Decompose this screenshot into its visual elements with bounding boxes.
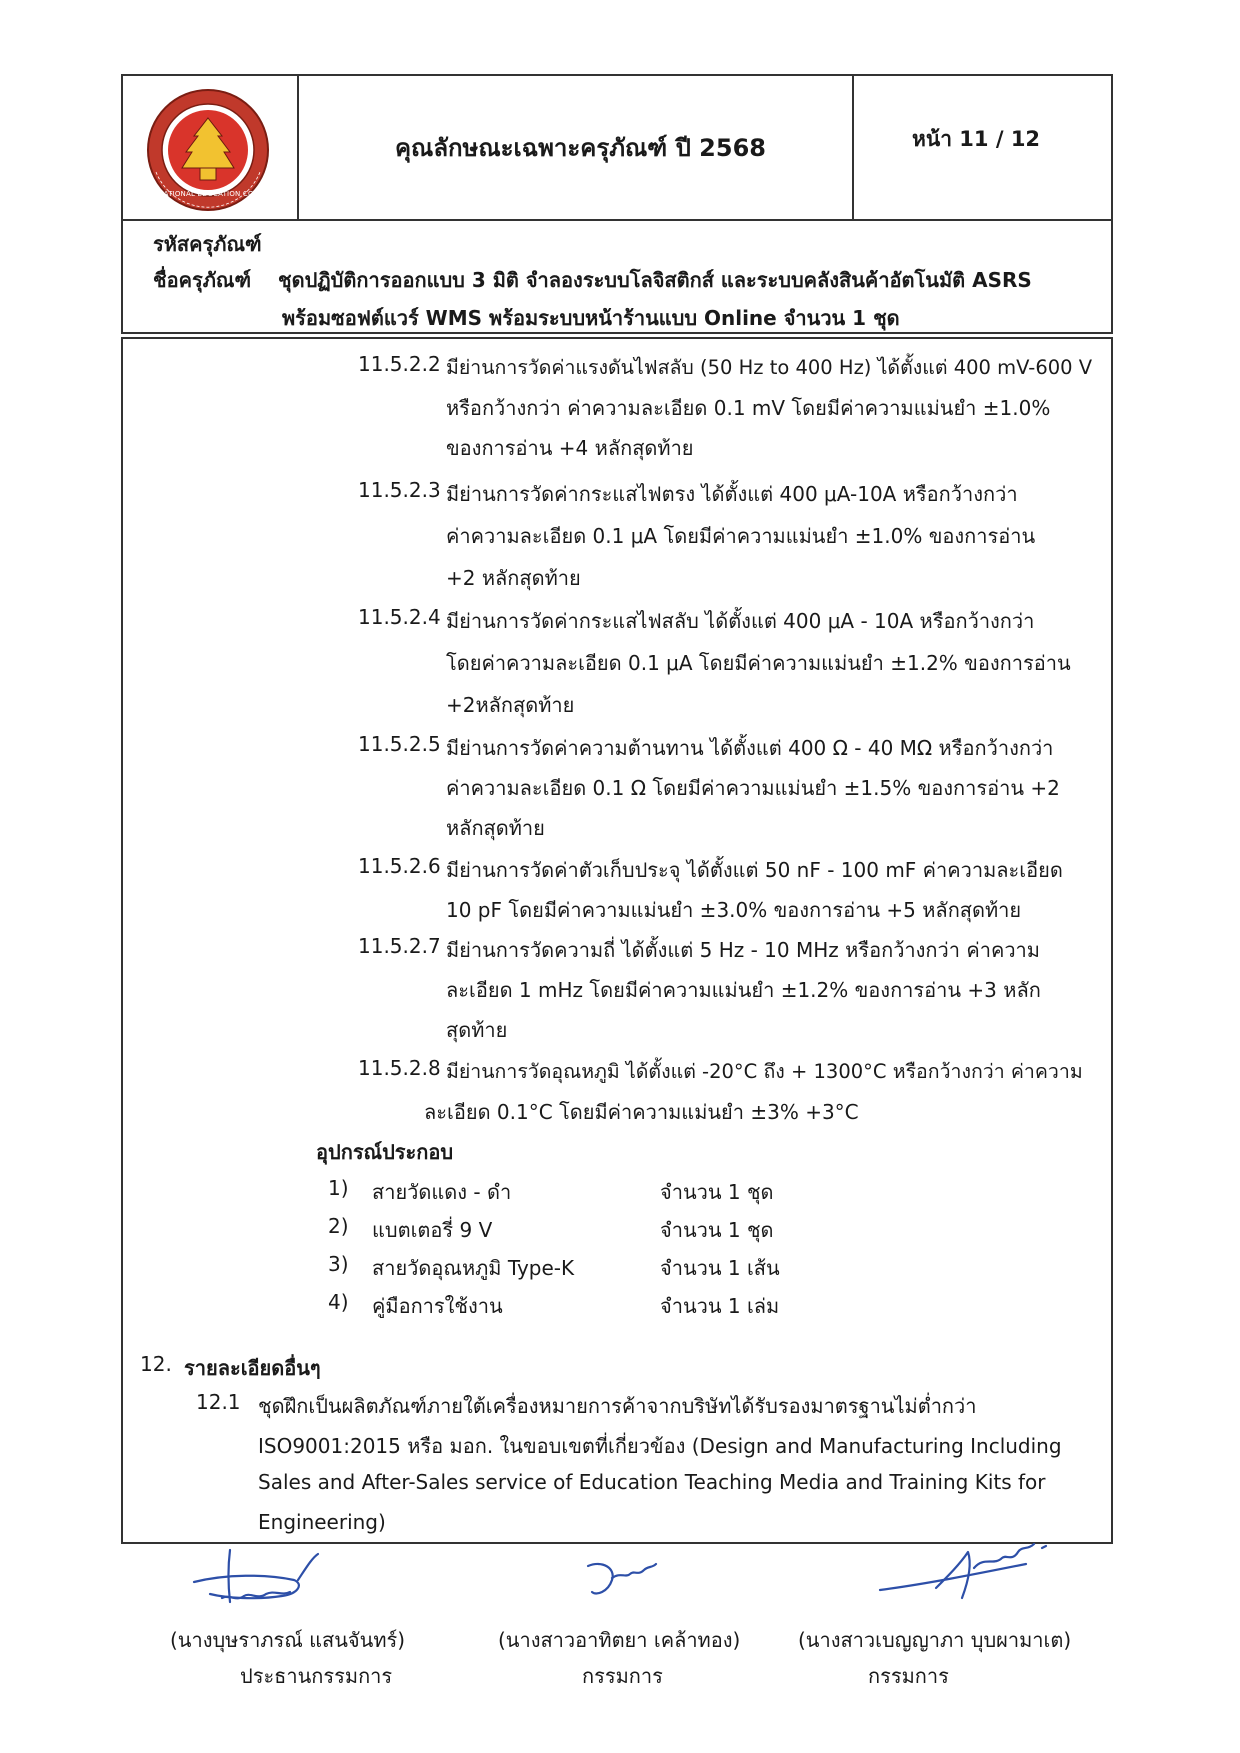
- spec-line: สุดท้าย: [446, 1018, 508, 1042]
- signatory-role: ประธานกรรมการ: [240, 1664, 393, 1688]
- spec-number: 11.5.2.5: [358, 732, 441, 756]
- spec-line: ละเอียด 1 mHz โดยมีค่าความแม่นยำ ±1.2% ของการอ่าน +3 หลัก: [446, 978, 1041, 1002]
- accessory-name: คู่มือการใช้งาน: [372, 1294, 503, 1318]
- accessory-number: 3): [328, 1252, 349, 1276]
- spec-line: มีย่านการวัดอุณหภูมิ ได้ตั้งแต่ -20°C ถึง + 1300°C หรือกว้างกว่า ค่าความ: [446, 1060, 1083, 1083]
- spec-number: 11.5.2.8: [358, 1056, 441, 1080]
- spec-number: 11.5.2.6: [358, 854, 441, 878]
- accessory-name: สายวัดอุณหภูมิ Type-K: [372, 1256, 575, 1280]
- spec-line: ละเอียด 0.1°C โดยมีค่าความแม่นยำ ±3% +3°C: [424, 1100, 859, 1124]
- signatory-name: (นางสาวอาทิตยา เคล้าทอง): [498, 1628, 741, 1652]
- spec-line: มีย่านการวัดค่าความต้านทาน ได้ตั้งแต่ 400 Ω - 40 MΩ หรือกว้างกว่า: [446, 736, 1054, 760]
- signatory-name: (นางบุษราภรณ์ แสนจันทร์): [170, 1628, 406, 1652]
- accessory-qty: จำนวน 1 เส้น: [660, 1256, 780, 1280]
- section-12-number: 12.: [140, 1352, 172, 1376]
- section-12-line: ISO9001:2015 หรือ มอก. ในขอบเขตที่เกี่ยวข้อง (Design and Manufacturing Including: [258, 1434, 1062, 1458]
- equipment-name-line-2: พร้อมซอฟต์แวร์ WMS พร้อมระบบหน้าร้านแบบ Online จำนวน 1 ชุด: [282, 306, 900, 330]
- name-label: ชื่อครุภัณฑ์: [153, 268, 252, 292]
- accessory-qty: จำนวน 1 เล่ม: [660, 1294, 780, 1318]
- spec-number: 11.5.2.7: [358, 934, 441, 958]
- spec-line: มีย่านการวัดค่าแรงดันไฟสลับ (50 Hz to 400 Hz) ได้ตั้งแต่ 400 mV-600 V: [446, 356, 1093, 379]
- signatory-role: กรรมการ: [868, 1664, 949, 1688]
- accessory-qty: จำนวน 1 ชุด: [660, 1180, 774, 1204]
- signature-mark-2: [582, 1556, 662, 1604]
- spec-number: 11.5.2.2: [358, 352, 441, 376]
- logo-text: VOCATIONAL EDUCATION COMMISSION: [148, 190, 292, 198]
- section-12-heading: รายละเอียดอื่นๆ: [184, 1356, 321, 1380]
- spec-line: มีย่านการวัดค่ากระแสไฟสลับ ได้ตั้งแต่ 400 μA - 10A หรือกว้างกว่า: [446, 609, 1035, 633]
- spec-line: หลักสุดท้าย: [446, 816, 545, 840]
- spec-line: 10 pF โดยมีค่าความแม่นยำ ±3.0% ของการอ่าน +5 หลักสุดท้าย: [446, 898, 1022, 922]
- accessory-qty: จำนวน 1 ชุด: [660, 1218, 774, 1242]
- signature-mark-3: [876, 1538, 1056, 1606]
- accessory-number: 1): [328, 1176, 349, 1200]
- document-title: คุณลักษณะเฉพาะครุภัณฑ์ ปี 2568: [395, 134, 766, 162]
- header-divider-row: [121, 219, 1113, 221]
- section-12-line: Sales and After-Sales service of Education Teaching Media and Training Kits for: [258, 1470, 1046, 1494]
- code-label: รหัสครุภัณฑ์: [153, 232, 262, 256]
- spec-number: 11.5.2.4: [358, 605, 441, 629]
- spec-line: +2 หลักสุดท้าย: [446, 566, 581, 590]
- spec-number: 11.5.2.3: [358, 478, 441, 502]
- accessories-heading: อุปกรณ์ประกอบ: [316, 1140, 454, 1164]
- signature-mark-1: [186, 1546, 336, 1608]
- section-12-line: Engineering): [258, 1510, 386, 1534]
- header-divider-right: [852, 74, 854, 220]
- spec-line: +2หลักสุดท้าย: [446, 693, 575, 717]
- spec-line: ของการอ่าน +4 หลักสุดท้าย: [446, 436, 694, 460]
- section-12-1-number: 12.1: [196, 1390, 241, 1414]
- signatory-role: กรรมการ: [582, 1664, 663, 1688]
- accessory-number: 4): [328, 1290, 349, 1314]
- section-12-line: ชุดฝึกเป็นผลิตภัณฑ์ภายใต้เครื่องหมายการค้าจากบริษัทได้รับรองมาตรฐานไม่ต่ำกว่า: [258, 1394, 977, 1418]
- spec-line: มีย่านการวัดค่าตัวเก็บประจุ ได้ตั้งแต่ 50 nF - 100 mF ค่าความละเอียด: [446, 858, 1063, 882]
- page-number: หน้า 11 / 12: [912, 127, 1041, 151]
- spec-line: โดยค่าความละเอียด 0.1 μA โดยมีค่าความแม่นยำ ±1.2% ของการอ่าน: [446, 651, 1071, 675]
- accessory-number: 2): [328, 1214, 349, 1238]
- accessory-name: สายวัดแดง - ดำ: [372, 1180, 512, 1204]
- spec-line: มีย่านการวัดความถี่ ได้ตั้งแต่ 5 Hz - 10 MHz หรือกว้างกว่า ค่าความ: [446, 938, 1040, 962]
- signatory-name: (นางสาวเบญญาภา บุบผามาเต): [798, 1628, 1072, 1652]
- spec-line: ค่าความละเอียด 0.1 Ω โดยมีค่าความแม่นยำ ±1.5% ของการอ่าน +2: [446, 776, 1060, 800]
- spec-line: ค่าความละเอียด 0.1 μA โดยมีค่าความแม่นยำ ±1.0% ของการอ่าน: [446, 524, 1036, 548]
- equipment-name-line-1: ชุดปฏิบัติการออกแบบ 3 มิติ จำลองระบบโลจิสติกส์ และระบบคลังสินค้าอัตโนมัติ ASRS: [278, 268, 1032, 292]
- spec-line: มีย่านการวัดค่ากระแสไฟตรง ได้ตั้งแต่ 400 μA-10A หรือกว้างกว่า: [446, 482, 1018, 506]
- accessory-name: แบตเตอรี่ 9 V: [372, 1218, 493, 1242]
- header-divider-left: [297, 74, 299, 220]
- spec-line: หรือกว้างกว่า ค่าความละเอียด 0.1 mV โดยมีค่าความแม่นยำ ±1.0%: [446, 396, 1051, 420]
